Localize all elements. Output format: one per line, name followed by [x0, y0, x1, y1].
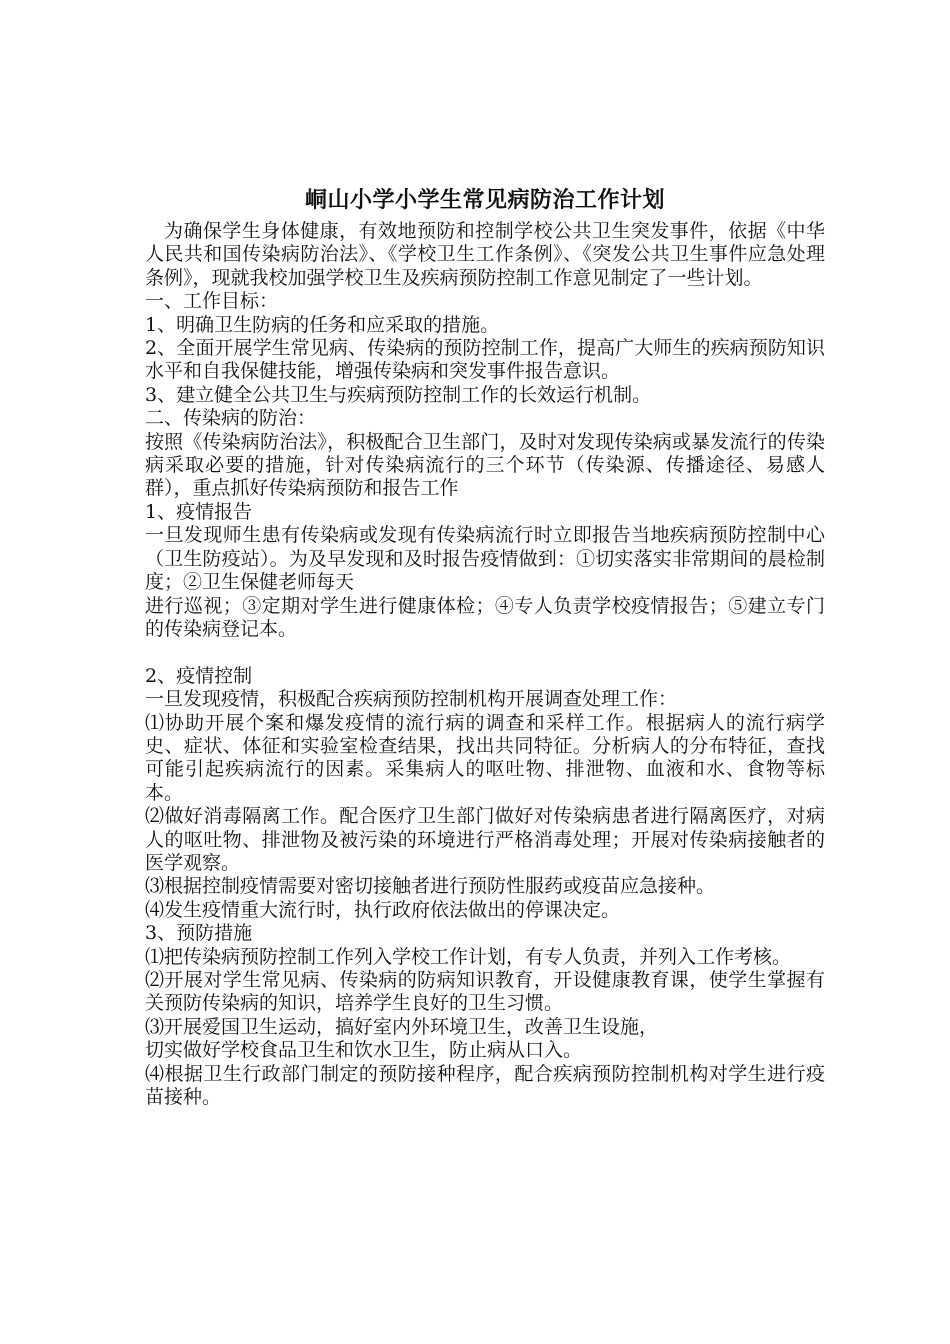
- blank-line: [145, 641, 825, 664]
- measure-item-4: ⑷根据卫生行政部门制定的预防接种程序，配合疾病预防控制机构对学生进行疫苗接种。: [145, 1062, 825, 1109]
- measure-item-3-continued: 切实做好学校食品卫生和饮水卫生，防止病从口入。: [145, 1039, 583, 1062]
- control-item-2: ⑵做好消毒隔离工作。配合医疗卫生部门做好对传染病患者进行隔离医疗，对病人的呕吐物、排泄物及被污染的环境进行严格消毒处理；开展对传染病接触者的医学观察。: [145, 805, 825, 874]
- report-paragraph-continued: 进行巡视；③定期对学生进行健康体检；④专人负责学校疫情报告；⑤建立专门的传染病登记本。: [145, 594, 825, 640]
- document-body: [145, 220, 825, 1109]
- subsection-heading-report: 1、疫情报告: [145, 500, 253, 523]
- section-heading-prevention: 二、传染病的防治：: [145, 407, 317, 430]
- goal-item-2: 2、全面开展学生常见病、传染病的预防控制工作，提高广大师生的疾病预防知识水平和自我保健技能，增强传染病和突发事件报告意识。: [145, 337, 825, 383]
- measure-item-1: ⑴把传染病预防控制工作列入学校工作计划，有专人负责，并列入工作考核。: [145, 945, 792, 968]
- goal-item-3: 3、建立健全公共卫生与疾病预防控制工作的长效运行机制。: [145, 383, 652, 406]
- intro-paragraph: 为确保学生身体健康，有效地预防和控制学校公共卫生突发事件，依据《中华人民共和国传染病防治法》、《学校卫生工作条例》、《突发公共卫生事件应急处理条例》，现就我校加强学校卫生及疾病预防控制工作意见制定了一些计划。: [145, 220, 825, 289]
- subsection-heading-measures: 3、预防措施: [145, 922, 253, 945]
- measure-item-3: ⑶开展爱国卫生运动，搞好室内外环境卫生，改善卫生设施，: [145, 1015, 659, 1038]
- section-heading-goals: 一、工作目标：: [145, 290, 279, 313]
- control-item-4: ⑷发生疫情重大流行时，执行政府依法做出的停课决定。: [145, 898, 621, 921]
- measure-item-2: ⑵开展对学生常见病、传染病的防病知识教育，开设健康教育课，使学生掌握有关预防传染病的知识，培养学生良好的卫生习惯。: [145, 968, 825, 1015]
- document-page: [145, 186, 825, 1109]
- subsection-heading-control: 2、疫情控制: [145, 664, 253, 687]
- control-intro-paragraph: 一旦发现疫情，积极配合疾病预防控制机构开展调查处理工作：: [145, 688, 678, 711]
- control-item-1: ⑴协助开展个案和爆发疫情的流行病的调查和采样工作。根据病人的流行病学史、症状、体征和实验室检查结果，找出共同特征。分析病人的分布特征，查找可能引起疾病流行的因素。采集病人的呕吐物、排泄物、血液和水、食物等标本。: [145, 711, 825, 804]
- document-title: 峒山小学小学生常见病防治工作计划: [304, 187, 665, 213]
- goal-item-1: 1、明确卫生防病的任务和应采取的措施。: [145, 313, 500, 336]
- prevention-intro-paragraph: 按照《传染病防治法》，积极配合卫生部门，及时对发现传染病或暴发流行的传染病采取必要的措施，针对传染病流行的三个环节（传染源、传播途径、易感人群），重点抓好传染病预防和报告工作: [145, 430, 825, 500]
- report-paragraph: 一旦发现师生患有传染病或发现有传染病流行时立即报告当地疾病预防控制中心（卫生防疫站）。为及早发现和及时报告疫情做到：①切实落实非常期间的晨检制度；②卫生保健老师每天: [145, 524, 825, 594]
- control-item-3: ⑶根据控制疫情需要对密切接触者进行预防性服药或疫苗应急接种。: [145, 875, 716, 898]
